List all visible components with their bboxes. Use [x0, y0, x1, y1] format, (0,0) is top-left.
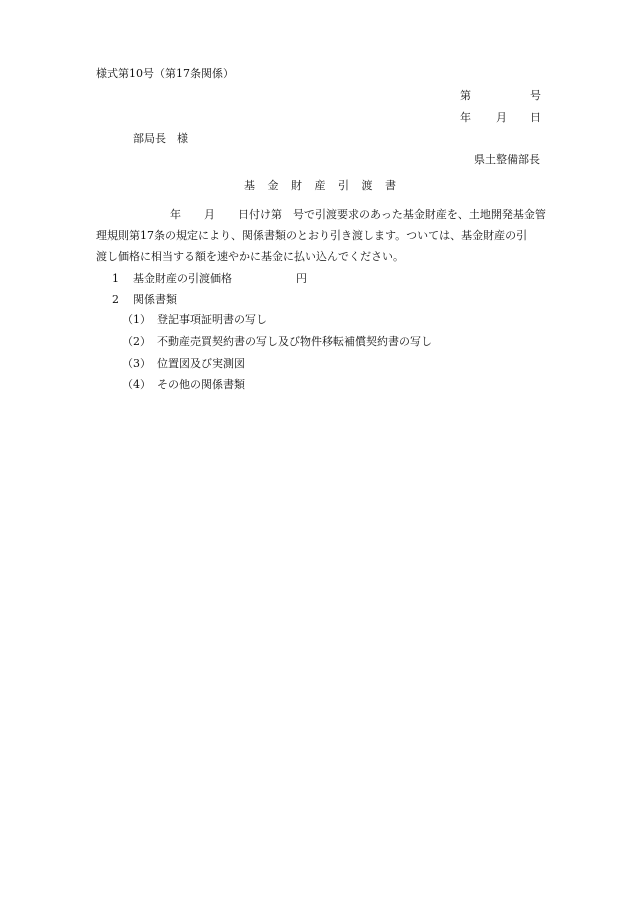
body-line1-month: 月 [204, 208, 215, 221]
addressee: 部局長 様 [133, 132, 188, 145]
date-month-label: 月 [496, 111, 507, 124]
subitem2-number: （2） [122, 335, 151, 348]
document-number-prefix: 第 [460, 89, 471, 102]
date-year-label: 年 [460, 111, 471, 124]
item1-number: 1 [112, 272, 119, 285]
subitem3-number: （3） [122, 357, 151, 370]
subitem1-number: （1） [122, 313, 151, 326]
item2-label: 関係書類 [133, 293, 177, 306]
item2-number: 2 [112, 293, 119, 306]
body-line1-text: 日付け第 号で引渡要求のあった基金財産を、土地開発基金管 [238, 208, 546, 221]
subitem1-label: 登記事項証明書の写し [157, 313, 267, 326]
subitem3-label: 位置図及び実測図 [157, 357, 245, 370]
form-number: 様式第10号（第17条関係） [96, 67, 234, 80]
item1-unit: 円 [296, 272, 307, 285]
body-line2-text: 理規則第17条の規定により、関係書類のとおり引き渡します。ついては、基金財産の引 [96, 229, 528, 242]
subitem2-label: 不動産売買契約書の写し及び物件移転補償契約書の写し [157, 335, 432, 348]
document-number-suffix: 号 [530, 89, 541, 102]
sender: 県土整備部長 [474, 153, 540, 166]
date-day-label: 日 [530, 111, 541, 124]
subitem4-label: その他の関係書類 [157, 378, 245, 391]
body-line3-text: 渡し価格に相当する額を速やかに基金に払い込んでください。 [96, 250, 404, 263]
body-line1-year: 年 [170, 208, 181, 221]
subitem4-number: （4） [122, 378, 151, 391]
item1-label: 基金財産の引渡価格 [133, 272, 232, 285]
document-title: 基金財産引渡書 [244, 179, 409, 192]
